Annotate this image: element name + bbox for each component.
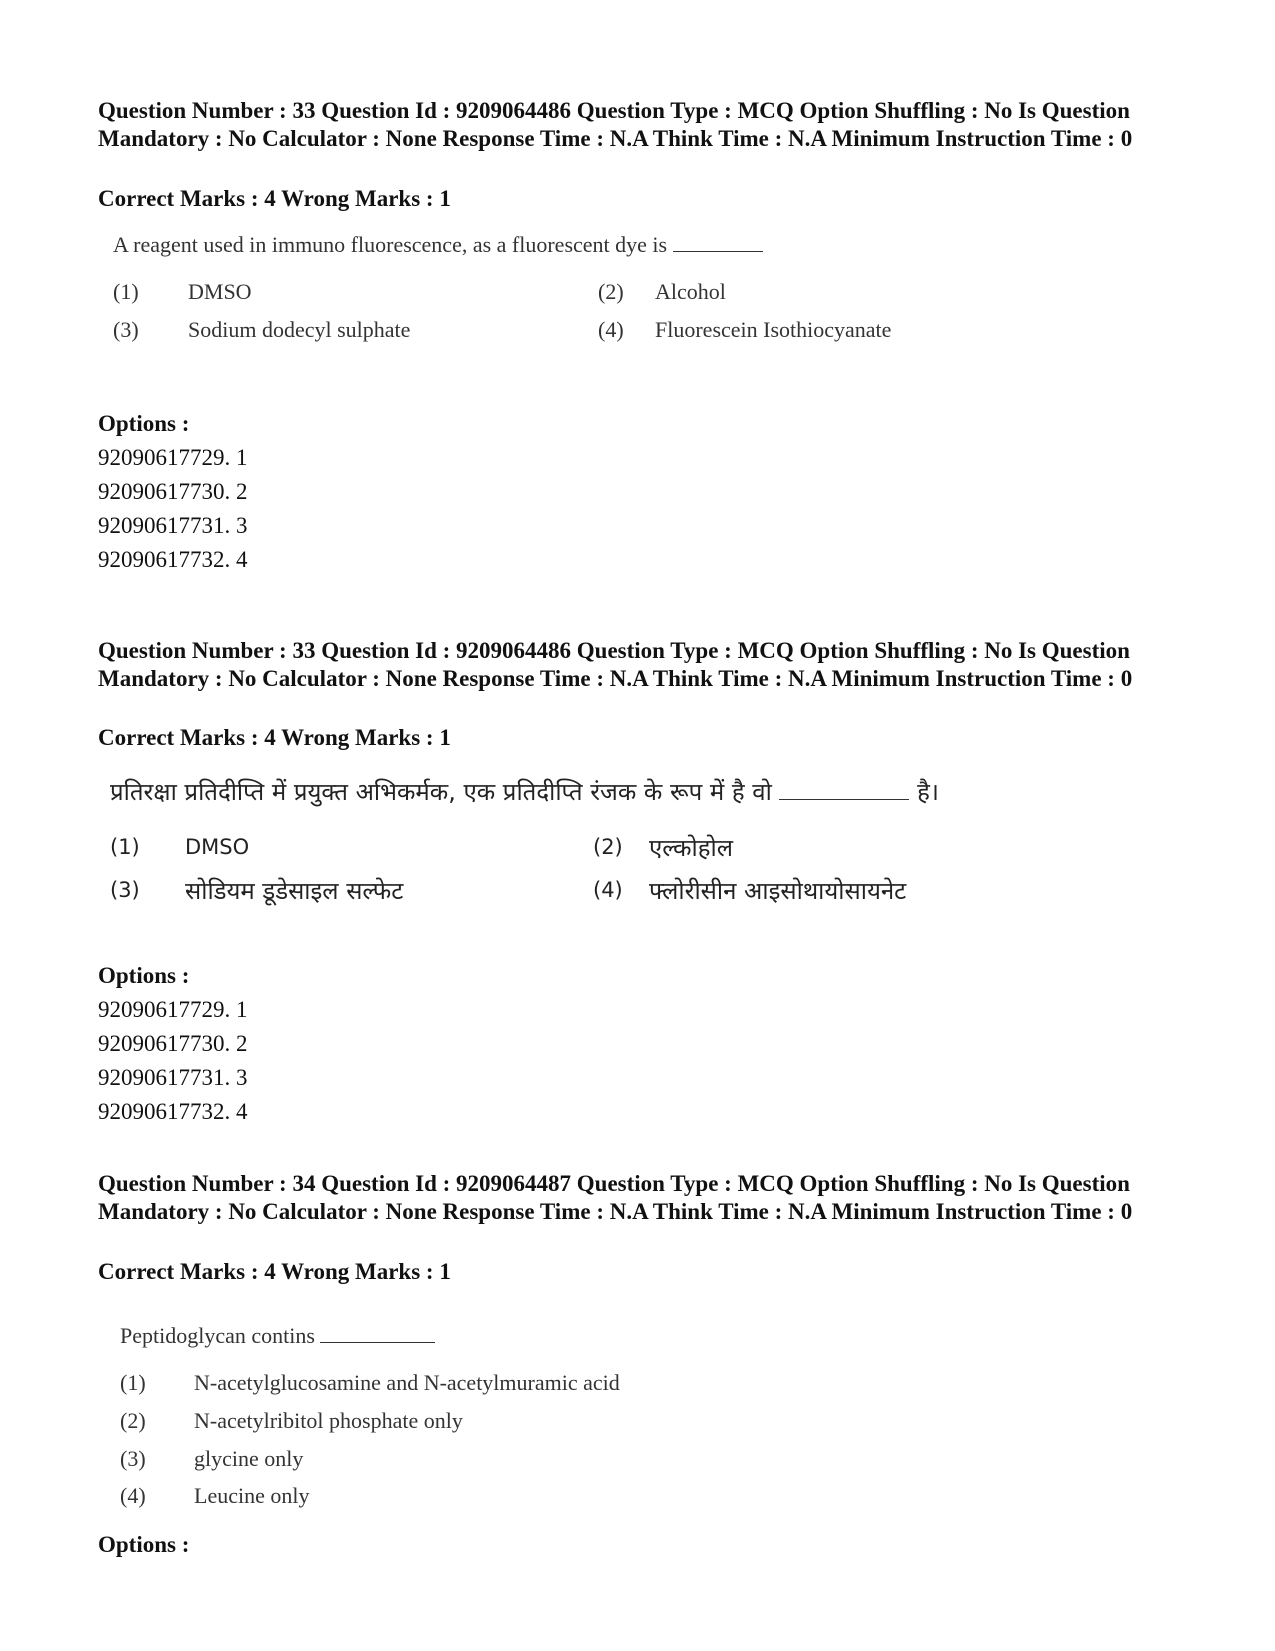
option-id-line: 92090617729. 1	[98, 445, 248, 470]
choice-text: फ्लोरीसीन आइसोथायोसायनेट	[649, 877, 907, 905]
choice-number: (2)	[598, 279, 624, 304]
choice-text: Fluorescein Isothiocyanate	[655, 317, 892, 342]
options-label: Options :	[98, 1532, 190, 1557]
option-id-line: 92090617732. 4	[98, 547, 248, 572]
choice-text: एल्कोहोल	[649, 834, 733, 862]
choice-text: N-acetylribitol phosphate only	[194, 1408, 463, 1433]
choice-text: सोडियम डूडेसाइल सल्फेट	[185, 877, 404, 905]
choice-number: (4)	[593, 878, 623, 902]
question-marks: Correct Marks : 4 Wrong Marks : 1	[98, 1259, 451, 1284]
question-marks: Correct Marks : 4 Wrong Marks : 1	[98, 725, 451, 750]
question-stem-text: Peptidoglycan contins	[120, 1323, 315, 1348]
choice-number: (1)	[113, 279, 139, 304]
option-id-line: 92090617731. 3	[98, 1065, 248, 1090]
question-marks: Correct Marks : 4 Wrong Marks : 1	[98, 186, 451, 211]
answer-blank	[779, 799, 909, 800]
choice-number: (3)	[120, 1446, 146, 1471]
question-stem	[120, 1323, 435, 1349]
choice-text: DMSO	[185, 835, 250, 859]
answer-blank	[673, 251, 763, 252]
choice-text: Alcohol	[655, 279, 726, 304]
choice-number: (2)	[120, 1408, 146, 1433]
choice-number: (4)	[598, 317, 624, 342]
choice-3	[113, 317, 411, 343]
choice-3	[110, 877, 404, 905]
choice-number: (3)	[110, 878, 140, 902]
option-id-line: 92090617730. 2	[98, 1031, 248, 1056]
option-id-line: 92090617731. 3	[98, 513, 248, 538]
option-id-line: 92090617730. 2	[98, 479, 248, 504]
choice-number: (1)	[120, 1370, 146, 1395]
choice-number: (4)	[120, 1483, 146, 1508]
question-meta: Question Number : 33 Question Id : 9209064486 Question Type : MCQ Option Shuffling : No Is Question Mandatory : No Calculator : None Response Time : N.A Think Time : N.A Minimum Instruction Time : 0	[98, 98, 1133, 151]
choice-text: Sodium dodecyl sulphate	[188, 317, 411, 342]
choice-4	[120, 1483, 310, 1509]
choice-text: DMSO	[188, 279, 252, 304]
choice-1	[120, 1370, 620, 1396]
choice-text: N-acetylglucosamine and N-acetylmuramic acid	[194, 1370, 620, 1395]
question-meta: Question Number : 33 Question Id : 9209064486 Question Type : MCQ Option Shuffling : No Is Question Mandatory : No Calculator : None Response Time : N.A Think Time : N.A Minimum Instruction Time : 0	[98, 638, 1133, 691]
options-label: Options :	[98, 963, 190, 988]
options-label: Options :	[98, 411, 190, 436]
question-meta: Question Number : 34 Question Id : 9209064487 Question Type : MCQ Option Shuffling : No Is Question Mandatory : No Calculator : None Response Time : N.A Think Time : N.A Minimum Instruction Time : 0	[98, 1171, 1133, 1224]
option-id-line: 92090617732. 4	[98, 1099, 248, 1124]
choice-1	[110, 835, 250, 859]
choice-number: (1)	[110, 835, 140, 859]
option-id-line: 92090617729. 1	[98, 997, 248, 1022]
question-stem-suffix: है।	[917, 778, 939, 806]
choice-2	[593, 834, 733, 862]
choice-number: (3)	[113, 317, 139, 342]
question-stem-text: प्रतिरक्षा प्रतिदीप्ति में प्रयुक्त अभिकर्मक, एक प्रतिदीप्ति रंजक के रूप में है वो	[110, 778, 772, 806]
question-stem	[113, 232, 763, 258]
choice-2	[120, 1408, 463, 1434]
choice-4	[593, 877, 907, 905]
choice-text: Leucine only	[194, 1483, 310, 1508]
choice-number: (2)	[593, 835, 623, 859]
choice-text: glycine only	[194, 1446, 304, 1471]
answer-blank	[320, 1342, 435, 1343]
choice-1	[113, 279, 252, 305]
question-stem-text: A reagent used in immuno fluorescence, as a fluorescent dye is	[113, 232, 668, 257]
choice-3	[120, 1446, 304, 1472]
choice-2	[598, 279, 726, 305]
choice-4	[598, 317, 892, 343]
question-stem	[110, 775, 939, 808]
